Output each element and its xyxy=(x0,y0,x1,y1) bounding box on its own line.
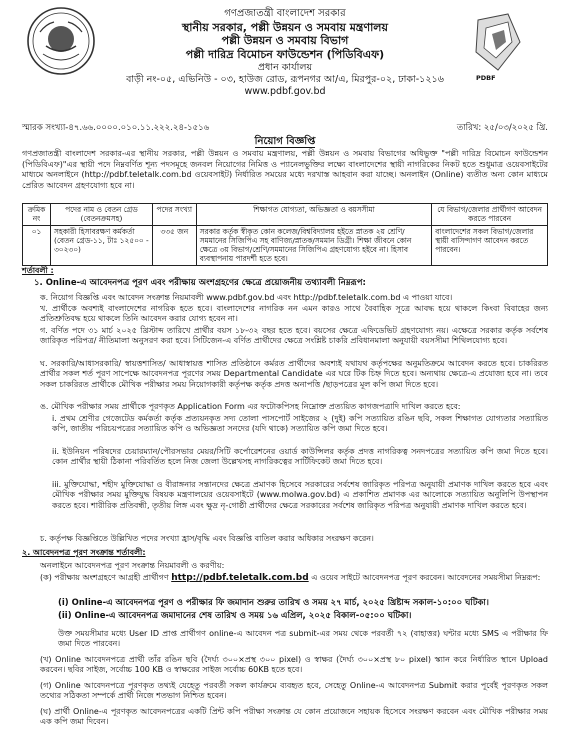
cell-count: ৩৩৫ জন xyxy=(152,225,196,265)
section-1-heading: ১. Online-এ আবেদনপত্র পূরণ এবং পরীক্ষায় অংশগ্রহণের ক্ষেত্রে প্রয়োজনীয় তথ্যাবলী নিম্নরূপ: xyxy=(34,278,366,288)
apply-end-time: (ii) Online-এ আবেদনপত্র জমাদানের শেষ তারিখ ও সময় ১৬ এপ্রিল, ২০২৫ বিকাল-০৫:০০ ঘটিকা। xyxy=(58,611,412,621)
condition-iii: iii. মুক্তিযোদ্ধা, শহীদ মুক্তিযোদ্ধা ও বীরাঙ্গনার সন্তানদের ক্ষেত্রে প্রমাণক হিসেবে সরকারের সর্বশেষ জারিকৃত পরিপত্র অনুযায়ী প্রমাণক দাখিল করতে হবে এবং মৌখিক পরীক্ষার সময় মুক্তিযুদ্ধ বিষয়ক মন্ত্রণালয়ের ওয়েবসাইটে (www.molwa.gov.bd) এ প্রকাশিত প্রমাণক এর আলোকে সত্যায়িত অনুলিপি উপস্থাপন করতে হবে। শারীরিক প্রতিবন্ধী, তৃতীয় লিঙ্গ এবং ক্ষুদ্র নৃ-গোষ্ঠী প্রার্থীদের ক্ষেত্রে সরকারের সর্বশেষ জারিকৃত পরিপত্র অনুযায়ী প্রমাণক দাখিল করতে হবে। xyxy=(52,480,548,510)
table-row xyxy=(23,225,548,265)
cell-serial: ০১ xyxy=(23,225,51,265)
apply-start-time: (i) Online-এ আবেদনপত্র পূরণ ও পরীক্ষার ফি জমাদান শুরুর তারিখ ও সময় ২৭ মার্চ, ২০২৫ খ্রিষ্টাব্দ সকাল-১০:০০ ঘটিকা। xyxy=(58,598,489,608)
notice-title-text: নিয়োগ বিজ্ঞপ্তি xyxy=(254,136,316,147)
cell-post: সহকারী হিসাবরক্ষণ কর্মকর্তা (বেতন গ্রেড-১১, টাঃ ১২৫০০ - ৩০২৩০) xyxy=(50,225,152,265)
bangladesh-government-seal-icon xyxy=(26,6,96,76)
vacancy-table xyxy=(22,203,548,266)
memo-number: স্মারক সংখ্যা-৪৭.৬৬.০০০০.০১০.১১.২২২.২৪-১৫১৬ xyxy=(22,123,210,133)
apply-userid-note: উক্ত সময়সীমার মধ্যে User ID প্রাপ্ত প্রার্থীগণ online-এ আবেদন পত্র submit-এর সময় থেকে পরবর্তী ৭২ (বাহাত্তর) ঘন্টার মধ্যে SMS এ পরীক্ষার ফি জমা দিতে পারবেন। xyxy=(58,629,548,649)
apply-k xyxy=(40,573,548,585)
teletalk-link[interactable]: http://pdbf.teletalk.com.bd xyxy=(171,573,309,583)
col-eligibility: যে বিভাগ/জেলার প্রার্থীগণ আবেদন করতে পারবেন xyxy=(432,204,548,226)
letterhead xyxy=(110,8,460,97)
apply-intro: অনলাইনে আবেদনপত্র পূরণ সংক্রান্ত নিয়মাবলী ও করণীয়: xyxy=(40,561,225,570)
condition-kh: খ. প্রার্থীকে অবশ্যই বাংলাদেশের নাগরিক হতে হবে। বাংলাদেশের নাগরিক নন এমন কারও সাথে বৈবাহিক সূত্রে আবদ্ধ হয়ে থাকলে কিংবা বিবাহের জন্য প্রতিশ্রুতিবদ্ধ হয়ে থাকলে তিনি আবেদন করার যোগ্য হবেন না। xyxy=(40,304,548,324)
condition-ng: ঙ. মৌখিক পরীক্ষার সময় প্রার্থীকে পূরণকৃত Application Form এর ফটোকপিসহ নিম্নোক্ত প্রত্যয়িত কাগজপত্রাদি দাখিল করতে হবে: xyxy=(40,402,461,411)
header-ministry: স্থানীয় সরকার, পল্লী উন্নয়ন ও সমবায় মন্ত্রণালয় xyxy=(182,20,388,34)
apply-gh: (ঘ) প্রার্থী Online-এ পূরণকৃত আবেদনপত্রের একটি প্রিন্ট কপি পরীক্ষা সংক্রান্ত যে কোন প্রয়োজনে সহায়ক হিসেবে সংরক্ষণ করবেন এবং মৌখিক পরীক্ষার সময় এক কপি জমা দিবেন। xyxy=(40,707,548,727)
header-website: www.pdbf.gov.bd xyxy=(244,85,326,97)
apply-k-pre: (ক) পরীক্ষায় অংশগ্রহণে আগ্রহী প্রার্থীগণ xyxy=(40,573,169,582)
header-country: গণপ্রজাতন্ত্রী বাংলাদেশ সরকার xyxy=(224,8,346,19)
col-qualification: শিক্ষাগত যোগ্যতা, অভিজ্ঞতা ও বয়সসীমা xyxy=(196,204,431,226)
pdbf-logo-icon xyxy=(468,12,528,80)
apply-k-post: এ ওয়েব সাইটে আবেদনপত্র পূরণ করবেন। আবেদনের সময়সীমা নিম্নরূপ: xyxy=(311,573,541,582)
cell-qualification: সরকার কর্তৃক স্বীকৃত কোন কলেজ/বিশ্ববিদ্যালয় হইতে স্নাতক ২য় শ্রেণি/সমমানের সিজিপিএ সহ বাণিজ্য/স্নাতক/সমমান ডিগ্রী। শিক্ষা জীবনে কোন ক্ষেত্রে ৩য় বিভাগ/শ্রেণি/সমমানের সিজিপিএ গ্রহণযোগ্য হইবে না। হিসাব ব্যবস্থাপনায় পারদর্শী হতে হবে। xyxy=(196,225,431,265)
cell-eligibility: বাংলাদেশের সকল বিভাগ/জেলার স্থায়ী বাসিন্দাগণ আবেদন করতে পারবেন। xyxy=(432,225,548,265)
section-2-heading: ২. আবেদনপত্র পূরণ সংক্রান্ত শর্তাবলী: xyxy=(22,548,146,557)
header-organization: পল্লী দারিদ্র বিমোচন ফাউন্ডেশন (পিডিবিএফ) xyxy=(185,48,385,61)
vacancy-table-header xyxy=(23,204,548,226)
conditions-label: শর্তাবলী : xyxy=(22,266,54,275)
col-count: পদের সংখ্যা xyxy=(152,204,196,226)
memo-date: তারিখ: ২৫/০৩/২০২৫ খ্রি. xyxy=(456,123,548,133)
condition-k: ক. নিয়োগ বিজ্ঞপ্তি এবং আবেদন সংক্রান্ত নিয়মাবলী www.pdbf.gov.bd এবং http://pdbf.teletalk.com.bd এ পাওয়া যাবে। xyxy=(40,293,453,302)
col-serial: ক্রমিক নং xyxy=(23,204,51,226)
header-division: পল্লী উন্নয়ন ও সমবায় বিভাগ xyxy=(221,34,349,48)
col-post: পদের নাম ও বেতন গ্রেড (বেতনক্রমসহ) xyxy=(50,204,152,226)
apply-kh: (খ) Online আবেদনপত্রে প্রার্থী তাঁর রঙিন ছবি (দৈর্ঘ্য ৩০০×প্রস্থ ৩০০ pixel) ও স্বাক্ষর (দৈর্ঘ্য ৩০০×প্রস্থ ৮০ pixel) স্ক্যান করে নির্ধারিত স্থানে Upload করবেন। ছবির সাইজ, সর্বোচ্চ 100 KB ও স্বাক্ষরের সাইজ সর্বোচ্চ 60KB হতে হবে। xyxy=(40,655,548,675)
condition-ii: ii. ইউনিয়ন পরিষদের চেয়ারম্যান/পৌরসভার মেয়র/সিটি কর্পোরেশনের ওয়ার্ড কাউন্সিলর কর্তৃক প্রদত্ত নাগরিকত্ব সনদপত্রের সত্যায়িত কপি জমা দিতে হবে। কোন প্রার্থীর স্থায়ী ঠিকানা পরিবর্তিত হলে নিজ জেলা উল্লেখসহ নাগরিকত্বের সার্টিফিকেট জমা দিতে হবে। xyxy=(52,447,548,467)
header-address: বাড়ী নং-০৫, এভিনিউ - ০৩, হাউজ রোড, রূপনগর আ/এ, মিরপুর-০২, ঢাকা-১২১৬ xyxy=(126,73,444,85)
apply-g: (গ) Online আবেদনপত্রে পূরণকৃত তথ্যই যেহেতু পরবর্তী সকল কার্যক্রমে ব্যবহৃত হবে, সেহেতু Online-এ আবেদনপত্র Submit করার পূর্বেই পূরণকৃত সকল তথ্যের সঠিকতা সম্পর্কে প্রার্থী নিজে শতভাগ নিশ্চিত হবেন। xyxy=(40,681,548,701)
condition-g: গ. বর্ণিত পদে ৩১ মার্চ ২০২৫ খ্রিস্টাব্দ তারিখে প্রার্থীর বয়স ১৮-৩২ বছর হতে হবে। বয়সের ক্ষেত্রে এফিডেভিট গ্রহণযোগ্য নয়। এক্ষেত্রে সরকার কর্তৃক সর্বশেষ জারিকৃত পরিপত্র/ নীতিমালা অনুসরণ করা হবে। সিটিজেন-এ বর্ণিত প্রার্থীদের ক্ষেত্রে সংশ্লিষ্ট চাকরি প্রবিধানমালা অনুযায়ী বয়সসীমা শিথিলযোগ্য হবে। xyxy=(40,326,548,346)
reference-row xyxy=(22,121,548,135)
condition-ch: চ. কর্তৃপক্ষ বিজ্ঞপ্তিতে উল্লিখিত পদের সংখ্যা হ্রাস/বৃদ্ধি এবং বিজ্ঞপ্তি বাতিল করার অধিকার সংরক্ষণ করেন। xyxy=(40,534,374,543)
header-office: প্রধান কার্যালয় xyxy=(257,61,313,73)
intro-paragraph: গণপ্রজাতন্ত্রী বাংলাদেশ সরকার-এর স্থানীয় সরকার, পল্লী উন্নয়ন ও সমবায় মন্ত্রণালয়, পল্লী উন্নয়ন ও সমবায় বিভাগের অধিভুক্ত "পল্লী দারিদ্র বিমোচন ফাউন্ডেশন (পিডিবিএফ)"এর স্থায়ী পদে নিম্নবর্ণিত শূন্য পদসমূহে জনবল নিয়োগের নিমিত্ত ও প্যানেলভুক্তির লক্ষ্যে বাংলাদেশের স্থায়ী নাগরিকের নিকট হতে শুধুমাত্র ওয়েবসাইটের মাধ্যমে অনলাইনে (http://pdbf.teletalk.com.bd ওয়েবসাইট) নির্ধারিত সময়ের মধ্যে দরখাস্ত আহবান করা যাচ্ছে। অনলাইন (Online) ব্যতীত অন্য কোন মাধ্যমে প্রেরিত আবেদন গ্রহণযোগ্য হবে না। xyxy=(22,149,548,190)
condition-gh: ঘ. সরকারি/আধাসরকারি/ স্বায়ত্তশাসিত/ আধাস্বায়ত্ত শাসিত প্রতিষ্ঠানে কর্মরত প্রার্থীদের অবশ্যই যথাযথ কর্তৃপক্ষের অনুমতিক্রমে আবেদন করতে হবে। চাকরিরত প্রার্থীর সকল শর্ত পূরণ সাপেক্ষে আবেদনপত্র পূরণের সময় Departmental Candidate এর ঘরে টিক চিহ্ন দিতে হবে। অন্যথায় ক্ষেত্রে-এ প্রযোজ্য হবে না। তবে সকল চাকরিরত প্রার্থীকে মৌখিক পরীক্ষার সময় নিয়োগকারী কর্তৃপক্ষ কর্তৃক প্রদত্ত অনাপত্তি /ছাড়পত্রের মূল কপি জমা দিতে হবে। xyxy=(40,359,548,389)
pdbf-logo-caption: PDBF xyxy=(476,74,496,82)
condition-i: i. প্রথম শ্রেণীর গেজেটেড কর্মকর্তা কর্তৃক প্রত্যয়নকৃত সদ্য তোলা পাসপোর্ট সাইজের ২ (দুই) কপি সত্যায়িত রঙিন ছবি, সকল শিক্ষাগত যোগ্যতার সত্যায়িত কপি, জাতীয় পরিচয়পত্রের সত্যায়িত কপি ও অভিজ্ঞতা সনদের (যদি থাকে) সত্যায়িত কপি জমা দিতে হবে। xyxy=(52,414,548,434)
